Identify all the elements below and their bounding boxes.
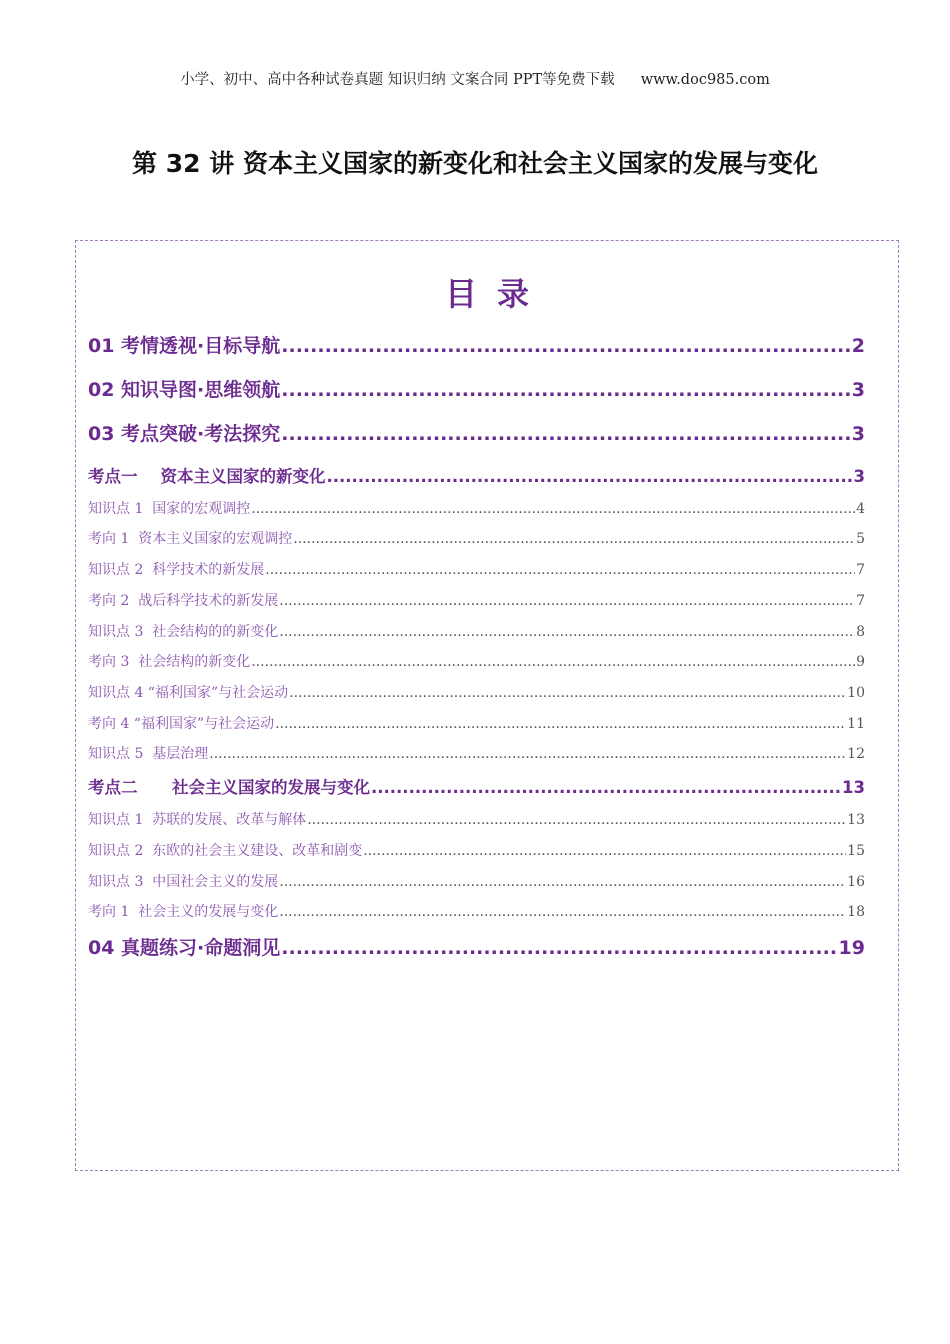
- toc-entry-page: 13: [847, 812, 865, 828]
- toc-entry-label: 知识点 3 社会结构的的新变化: [88, 624, 279, 640]
- toc-entry-page: 18: [847, 904, 865, 920]
- toc-entry[interactable]: [88, 901, 865, 921]
- toc-entry-label: 知识点 4 “福利国家”与社会运动: [88, 685, 289, 701]
- toc-entry[interactable]: [88, 651, 865, 671]
- toc-entry[interactable]: [88, 682, 865, 702]
- toc-leader: [281, 937, 837, 959]
- toc-entry[interactable]: [88, 559, 865, 579]
- toc-leader: [275, 716, 846, 732]
- toc-leader: [279, 593, 855, 609]
- toc-entry[interactable]: [88, 840, 865, 860]
- toc-entry-label: 知识点 2 东欧的社会主义建设、改革和剧变: [88, 843, 363, 859]
- toc-entry-page: 7: [856, 593, 865, 609]
- toc-entry[interactable]: [88, 331, 865, 358]
- toc-entry[interactable]: [88, 809, 865, 829]
- toc-entry-page: 11: [847, 716, 865, 732]
- toc-entry-page: 3: [853, 467, 865, 486]
- toc-entry-label: 考向 1 资本主义国家的宏观调控: [88, 531, 293, 547]
- toc-leader: [363, 843, 846, 859]
- toc-entry-page: 9: [856, 654, 865, 670]
- toc-entry-page: 12: [847, 746, 865, 762]
- toc-entry-label: 知识点 2 科学技术的新发展: [88, 562, 265, 578]
- toc-entry-page: 7: [856, 562, 865, 578]
- toc-leader: [281, 423, 850, 445]
- toc-entry[interactable]: [88, 621, 865, 641]
- toc-entry[interactable]: [88, 933, 865, 960]
- toc-entry-label: 考点一 资本主义国家的新变化: [88, 467, 326, 486]
- toc-heading: 目录: [444, 275, 549, 313]
- toc-entry-page: 15: [847, 843, 865, 859]
- toc-entry-page: 13: [842, 778, 865, 797]
- toc-entry-label: 03 考点突破·考法探究: [88, 423, 281, 445]
- toc-entry-page: 19: [838, 937, 865, 959]
- toc-entry[interactable]: [88, 528, 865, 548]
- toc-leader: [251, 501, 855, 517]
- toc-leader: [209, 746, 846, 762]
- toc-entry-label: 考向 2 战后科学技术的新发展: [88, 593, 279, 609]
- toc-leader: [251, 654, 855, 670]
- toc-entry[interactable]: [88, 871, 865, 891]
- toc-entry-page: 16: [847, 874, 865, 890]
- toc-leader: [279, 874, 846, 890]
- toc-leader: [289, 685, 846, 701]
- table-of-contents: [75, 240, 899, 1171]
- toc-entry-page: 10: [847, 685, 865, 701]
- toc-entry-label: 02 知识导图·思维领航: [88, 379, 281, 401]
- toc-entry[interactable]: [88, 463, 865, 487]
- toc-entry-label: 知识点 3 中国社会主义的发展: [88, 874, 279, 890]
- toc-entry[interactable]: [88, 590, 865, 610]
- toc-entry[interactable]: [88, 713, 865, 733]
- toc-entry-label: 04 真题练习·命题洞见: [88, 937, 281, 959]
- toc-entry-label: 考向 3 社会结构的新变化: [88, 654, 251, 670]
- toc-entry[interactable]: [88, 498, 865, 518]
- toc-entry-page: 3: [851, 423, 865, 445]
- toc-entry-page: 4: [856, 501, 865, 517]
- toc-leader: [293, 531, 855, 547]
- toc-leader: [279, 624, 855, 640]
- toc-entry[interactable]: [88, 419, 865, 446]
- toc-leader: [307, 812, 846, 828]
- toc-entry-label: 知识点 1 国家的宏观调控: [88, 501, 251, 517]
- site-header: [0, 68, 950, 89]
- document-title: 第 32 讲 资本主义国家的新变化和社会主义国家的发展与变化: [132, 149, 818, 178]
- toc-entry[interactable]: [88, 743, 865, 763]
- toc-entry-label: 考点二 社会主义国家的发展与变化: [88, 778, 370, 797]
- toc-leader: [371, 778, 841, 797]
- toc-entry-page: 8: [856, 624, 865, 640]
- toc-leader: [281, 379, 850, 401]
- toc-entry[interactable]: [88, 774, 865, 798]
- toc-entry-label: 考向 4 “福利国家”与社会运动: [88, 716, 275, 732]
- toc-entry-page: 2: [851, 335, 865, 357]
- toc-entry-page: 3: [851, 379, 865, 401]
- toc-entry-label: 01 考情透视·目标导航: [88, 335, 281, 357]
- site-header-text: 小学、初中、高中各种试卷真题 知识归纳 文案合同 PPT等免费下载: [180, 72, 615, 88]
- toc-leader: [281, 335, 850, 357]
- toc-entry-label: 知识点 5 基层治理: [88, 746, 209, 762]
- toc-entry-page: 5: [856, 531, 865, 547]
- toc-leader: [326, 467, 852, 486]
- toc-entry-label: 考向 1 社会主义的发展与变化: [88, 904, 279, 920]
- toc-entry[interactable]: [88, 375, 865, 402]
- toc-entry-label: 知识点 1 苏联的发展、改革与解体: [88, 812, 307, 828]
- toc-leader: [279, 904, 846, 920]
- site-header-url[interactable]: www.doc985.com: [640, 72, 770, 88]
- toc-leader: [265, 562, 855, 578]
